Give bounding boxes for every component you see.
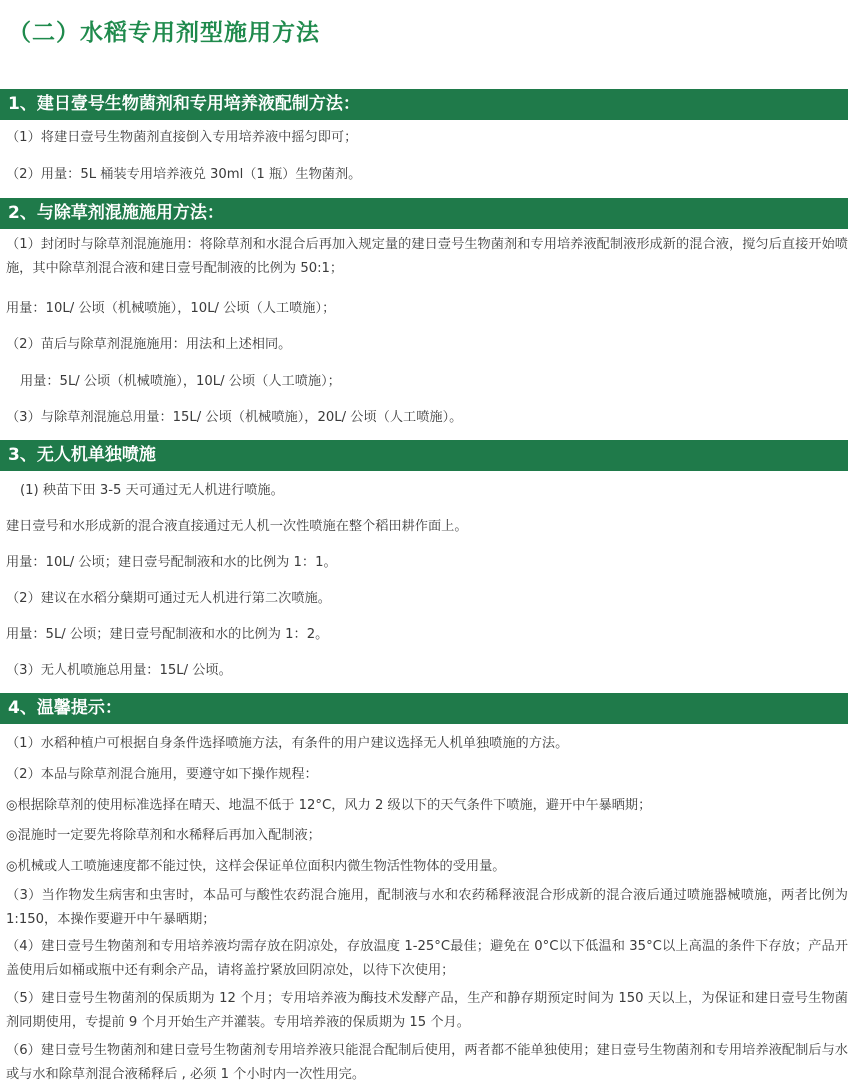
section-heading-1: 1、建日壹号生物菌剂和专用培养液配制方法： (0, 89, 848, 120)
section-heading-2: 2、与除草剂混施施用方法： (0, 198, 848, 229)
section-heading-3: 3、无人机单独喷施 (0, 440, 848, 471)
section-heading-4: 4、温馨提示： (0, 693, 848, 724)
text-line: （1）将建日壹号生物菌剂直接倒入专用培养液中摇匀即可； (6, 130, 358, 145)
text-paragraph: （6）建日壹号生物菌剂和建日壹号生物菌剂专用培养液只能混合配制后使用，两者都不能单独使用；建日壹号生物菌剂和专用培养液配制后与水或与水和除草剂混合液稀释后 , 必须 1 个小时内一次性用完。 (6, 1043, 848, 1082)
text-line: （1）水稻种植户可根据自身条件选择喷施方法，有条件的用户建议选择无人机单独喷施的方法。 (6, 736, 569, 751)
text-line: 用量：10L/ 公顷（机械喷施），10L/ 公顷（人工喷施）； (6, 301, 336, 316)
text-line: （2）本品与除草剂混合施用，要遵守如下操作规程： (6, 767, 318, 782)
text-line: 用量：5L/ 公顷（机械喷施），10L/ 公顷（人工喷施）； (20, 374, 341, 389)
text-paragraph: （1）封闭时与除草剂混施施用：将除草剂和水混合后再加入规定量的建日壹号生物菌剂和专用培养液配制液形成新的混合液，搅匀后直接开始喷施，其中除草剂混合液和建日壹号配制液的比例为 50:1； (6, 237, 848, 276)
text-line: （3）无人机喷施总用量：15L/ 公顷。 (6, 663, 232, 678)
text-line: （2）苗后与除草剂混施施用：用法和上述相同。 (6, 337, 292, 352)
text-line: ◎机械或人工喷施速度都不能过快，这样会保证单位面积内微生物活性物体的受用量。 (6, 859, 506, 874)
text-line: ◎混施时一定要先将除草剂和水稀释后再加入配制液； (6, 828, 321, 843)
text-line: 建日壹号和水形成新的混合液直接通过无人机一次性喷施在整个稻田耕作面上。 (6, 519, 468, 534)
text-line: 用量：5L/ 公顷；建日壹号配制液和水的比例为 1：2。 (6, 627, 329, 642)
text-line: ◎根据除草剂的使用标准选择在晴天、地温不低于 12°C，风力 2 级以下的天气条件下喷施，避开中午暴晒期； (6, 798, 652, 813)
text-line: (1) 秧苗下田 3-5 天可通过无人机进行喷施。 (20, 483, 284, 498)
page-title: （二）水稻专用剂型施用方法 (8, 20, 320, 46)
text-line: （2）建议在水稻分蘖期可通过无人机进行第二次喷施。 (6, 591, 331, 606)
text-line: （2）用量：5L 桶装专用培养液兑 30ml（1 瓶）生物菌剂。 (6, 167, 362, 182)
text-line: 用量：10L/ 公顷；建日壹号配制液和水的比例为 1：1。 (6, 555, 337, 570)
text-paragraph: （3）当作物发生病害和虫害时，本品可与酸性农药混合施用，配制液与水和农药稀释液混合形成新的混合液后通过喷施器械喷施，两者比例为 1:150，本操作要避开中午暴晒期； (6, 888, 848, 927)
text-paragraph: （5）建日壹号生物菌剂的保质期为 12 个月；专用培养液为酶技术发酵产品，生产和静存期预定时间为 150 天以上，为保证和建日壹号生物菌剂同期使用，专提前 9 个月开始生产并灌装。专用培养液的保质期为 15 个月。 (6, 991, 848, 1030)
text-paragraph: （4）建日壹号生物菌剂和专用培养液均需存放在阴凉处，存放温度 1-25°C最佳；避免在 0°C以下低温和 35°C以上高温的条件下存放；产品开盖使用后如桶或瓶中还有剩余产品，请将盖拧紧放回阴凉处，以待下次使用； (6, 939, 848, 978)
text-line: （3）与除草剂混施总用量：15L/ 公顷（机械喷施），20L/ 公顷（人工喷施）。 (6, 410, 463, 425)
